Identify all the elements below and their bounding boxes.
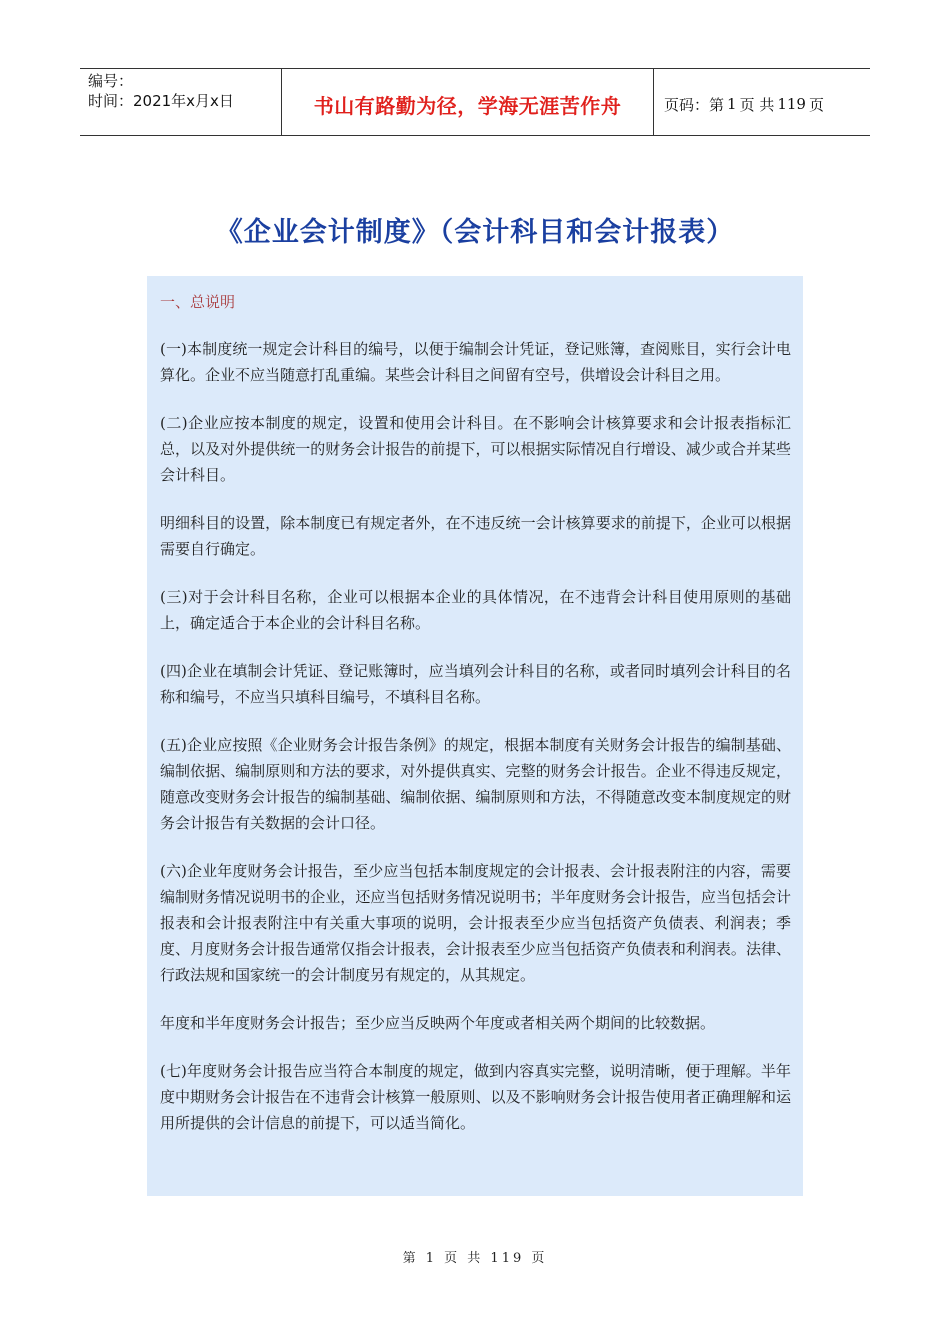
header-page-mid: 页 共	[739, 95, 775, 114]
page-header	[80, 68, 870, 136]
document-title: 《企业会计制度》（会计科目和会计报表）	[215, 217, 735, 248]
paragraph-8: 年度和半年度财务会计报告；至少应当反映两个年度或者相关两个期间的比较数据。	[160, 1014, 716, 1032]
section-heading: 一、总说明	[160, 293, 236, 311]
paragraph-7: (六)企业年度财务会计报告，至少应当包括本制度规定的会计报表、会计报表附注的内容，需要编制财务情况说明书的企业，还应当包括财务情况说明书；半年度财务会计报告，应当包括会计报表和会计报表附注中有关重大事项的说明，会计报表至少应当包括资产负债表、利润表；季度、月度财务会计报告通常仅指会计报表，会计报表至少应当包括资产负债表和利润表。法律、行政法规和国家统一的会计制度另有规定的，从其规定。	[160, 862, 791, 984]
header-number-label: 编号：	[88, 72, 134, 90]
paragraph-5: (四)企业在填制会计凭证、登记账簿时，应当填列会计科目的名称，或者同时填列会计科目的名称和编号，不应当只填科目编号，不填科目名称。	[160, 662, 791, 706]
header-page-total: 119	[777, 95, 806, 113]
content-box	[147, 276, 803, 1196]
header-page-suffix: 页	[808, 95, 824, 114]
header-motto: 书山有路勤为径，学海无涯苦作舟	[282, 69, 654, 135]
paragraph-3: 明细科目的设置，除本制度已有规定者外，在不违反统一会计核算要求的前提下，企业可以根据需要自行确定。	[160, 514, 791, 558]
header-time-label: 时间：2021年x月x日	[88, 92, 234, 110]
header-page-info	[654, 69, 870, 135]
header-meta	[80, 69, 282, 135]
header-page-current: 1	[727, 95, 737, 113]
paragraph-6: (五)企业应按照《企业财务会计报告条例》的规定，根据本制度有关财务会计报告的编制基础、编制依据、编制原则和方法的要求，对外提供真实、完整的财务会计报告。企业不得违反规定，随意改变财务会计报告的编制基础、编制依据、编制原则和方法，不得随意改变本制度规定的财务会计报告有关数据的会计口径。	[160, 736, 791, 832]
page-footer: 第 1 页 共 119 页	[402, 1251, 548, 1266]
paragraph-1: (一)本制度统一规定会计科目的编号，以便于编制会计凭证，登记账簿，查阅账目，实行会计电算化。企业不应当随意打乱重编。某些会计科目之间留有空号，供增设会计科目之用。	[160, 340, 791, 384]
paragraph-9: (七)年度财务会计报告应当符合本制度的规定，做到内容真实完整，说明清晰，便于理解。半年度中期财务会计报告在不违背会计核算一般原则、以及不影响财务会计报告使用者正确理解和运用所提供的会计信息的前提下，可以适当简化。	[160, 1062, 791, 1132]
paragraph-4: (三)对于会计科目名称，企业可以根据本企业的具体情况，在不违背会计科目使用原则的基础上，确定适合于本企业的会计科目名称。	[160, 588, 791, 632]
header-page-prefix: 页码：第	[664, 95, 725, 114]
paragraph-2: (二)企业应按本制度的规定，设置和使用会计科目。在不影响会计核算要求和会计报表指标汇总，以及对外提供统一的财务会计报告的前提下，可以根据实际情况自行增设、减少或合并某些会计科目。	[160, 414, 791, 484]
